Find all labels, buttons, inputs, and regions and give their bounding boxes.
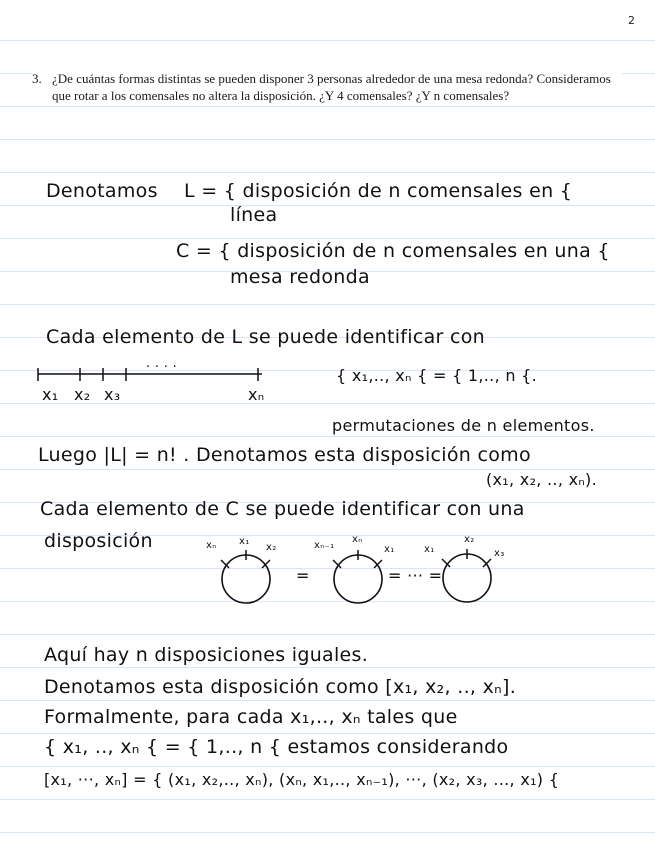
circle3-label-x3: x₃	[494, 548, 505, 559]
estamos-considerando-text: { x₁, .., xₙ { = { 1,.., n { estamos considerando	[44, 736, 509, 758]
circle3-label-x2: x₂	[464, 534, 475, 545]
line-label-xn: xₙ	[248, 385, 265, 404]
line-label-x3: x₃	[104, 385, 121, 404]
cada-elemento-C-line2: disposición	[44, 530, 153, 552]
final-equation: [x₁, ···, xₙ] = { (x₁, x₂,.., xₙ), (xₙ, x₁,.., xₙ₋₁), ···, (x₂, x₃, ..., x₁) {	[44, 770, 560, 789]
circle1-label-x1: x₁	[239, 536, 250, 547]
equals-sign-1: =	[296, 566, 310, 585]
aqui-hay-text: Aquí hay n disposiciones iguales.	[44, 644, 369, 666]
L-definition-line1: L = { disposición de n comensales en {	[184, 180, 573, 202]
problem-text: ¿De cuántas formas distintas se pueden disponer 3 personas alrededor de una mesa redonda? Consideramos que rotar a los comensales no altera la disposición. ¿Y 4 comensales? ¿Y n comensales?	[52, 71, 611, 103]
circle1-label-x2: x₂	[266, 542, 277, 553]
circle-table-3	[443, 554, 491, 602]
set-identity: { x₁,.., xₙ { = { 1,.., n {.	[336, 366, 538, 385]
page-number: 2	[628, 14, 635, 27]
circle-table-2	[334, 555, 382, 603]
luego-text: Luego |L| = n! . Denotamos esta disposición como	[38, 444, 531, 466]
equals-chain: = ··· =	[388, 566, 443, 585]
L-definition-line2: línea	[230, 204, 278, 226]
circle1-label-xn: xₙ	[206, 540, 217, 551]
problem-number: 3.	[32, 71, 42, 86]
circle2-label-xn: xₙ	[352, 534, 363, 545]
denotamos-word: Denotamos	[46, 180, 158, 202]
denotamos-bracket-text: Denotamos esta disposición como [x₁, x₂, .., xₙ].	[44, 676, 517, 698]
cada-elemento-C-line1: Cada elemento de C se puede identificar con una	[40, 498, 525, 520]
line-label-x2: x₂	[74, 385, 91, 404]
line-dots: · · · ·	[146, 360, 178, 375]
cada-elemento-L: Cada elemento de L se puede identificar con	[46, 326, 486, 348]
C-definition-line1: C = { disposición de n comensales en una {	[176, 240, 610, 262]
C-definition-line2: mesa redonda	[230, 266, 370, 288]
line-label-x1: x₁	[42, 385, 59, 404]
tuple-notation: (x₁, x₂, .., xₙ).	[486, 470, 597, 489]
circle3-label-x1: x₁	[424, 544, 435, 555]
circle2-label-xn-1: xₙ₋₁	[314, 540, 335, 551]
circle-table-1	[222, 555, 270, 603]
formalmente-text: Formalmente, para cada x₁,.., xₙ tales que	[44, 706, 458, 728]
permutaciones-text: permutaciones de n elementos.	[332, 416, 595, 435]
circle2-label-x1: x₁	[384, 544, 395, 555]
